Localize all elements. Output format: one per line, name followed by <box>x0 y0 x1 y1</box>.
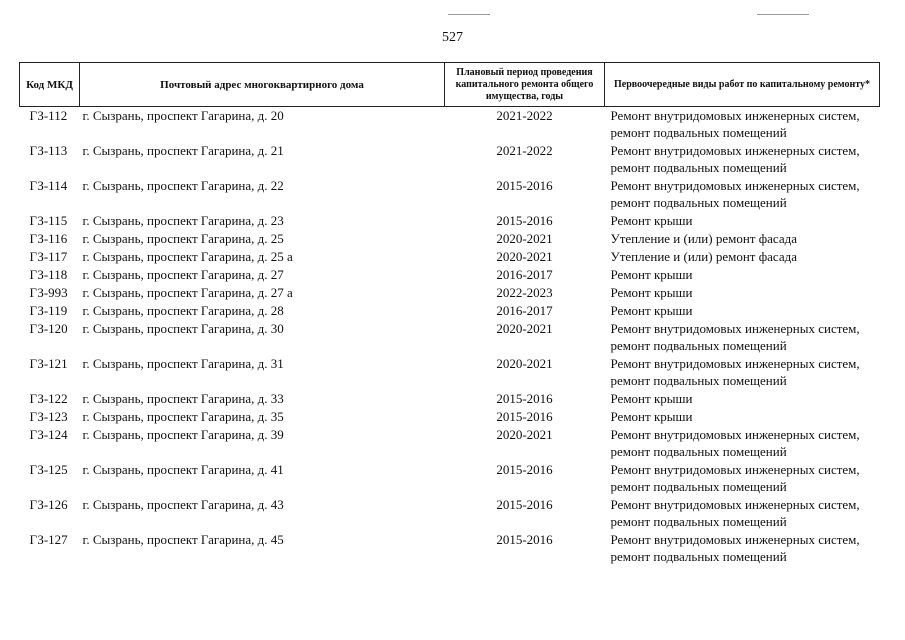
work-type-line: ремонт подвальных помещений <box>610 444 787 459</box>
mkd-code-cell: ГЗ-993 <box>29 285 68 300</box>
work-type-line: ремонт подвальных помещений <box>610 338 787 353</box>
header-code: Код МКД <box>20 63 80 107</box>
work-type-cell <box>605 142 880 177</box>
mkd-code-cell: ГЗ-121 <box>29 356 68 371</box>
table-row <box>20 426 880 461</box>
work-type-line: Утепление и (или) ремонт фасада <box>610 231 797 246</box>
work-type-line: ремонт подвальных помещений <box>610 373 787 388</box>
work-type-line: Ремонт крыши <box>610 409 693 424</box>
work-type-line: Ремонт внутридомовых инженерных систем, <box>610 427 860 442</box>
address-cell: г. Сызрань, проспект Гагарина, д. 20 <box>82 108 284 123</box>
work-type-cell <box>605 355 880 390</box>
table-row <box>20 177 880 212</box>
work-type-cell <box>605 248 880 266</box>
repair-schedule-table <box>19 62 880 566</box>
work-type-line: Ремонт внутридомовых инженерных систем, <box>610 462 860 477</box>
work-type-line: Ремонт внутридомовых инженерных систем, <box>610 356 860 371</box>
work-type-line: Ремонт крыши <box>610 391 693 406</box>
work-type-line: ремонт подвальных помещений <box>610 160 787 175</box>
work-type-line: ремонт подвальных помещений <box>610 549 787 564</box>
work-type-cell <box>605 107 880 143</box>
work-type-cell <box>605 496 880 531</box>
mkd-code-cell: ГЗ-118 <box>29 267 68 282</box>
work-type-line: ремонт подвальных помещений <box>610 479 787 494</box>
page-number: 527 <box>442 30 463 45</box>
work-type-cell <box>605 426 880 461</box>
mkd-code-cell: ГЗ-124 <box>29 427 68 442</box>
address-cell: г. Сызрань, проспект Гагарина, д. 21 <box>82 143 284 158</box>
work-type-line: Ремонт крыши <box>610 267 693 282</box>
period-cell: 2015-2016 <box>496 391 553 406</box>
work-type-line: Ремонт внутридомовых инженерных систем, <box>610 532 860 547</box>
table-body <box>20 107 880 567</box>
period-cell: 2016-2017 <box>496 267 553 282</box>
table-row <box>20 142 880 177</box>
table-row <box>20 302 880 320</box>
address-cell: г. Сызрань, проспект Гагарина, д. 31 <box>82 356 284 371</box>
work-type-line: Утепление и (или) ремонт фасада <box>610 249 797 264</box>
mkd-code-cell: ГЗ-122 <box>29 391 68 406</box>
work-type-line: Ремонт крыши <box>610 285 693 300</box>
mkd-code-cell: ГЗ-126 <box>29 497 68 512</box>
period-cell: 2015-2016 <box>496 497 553 512</box>
header-row <box>20 63 880 107</box>
period-cell: 2020-2021 <box>496 231 553 246</box>
address-cell: г. Сызрань, проспект Гагарина, д. 22 <box>82 178 284 193</box>
work-type-cell <box>605 230 880 248</box>
period-cell: 2020-2021 <box>496 356 553 371</box>
work-type-line: Ремонт внутридомовых инженерных систем, <box>610 178 860 193</box>
mkd-code-cell: ГЗ-116 <box>29 231 68 246</box>
period-cell: 2020-2021 <box>496 321 553 336</box>
work-type-cell <box>605 284 880 302</box>
work-type-line: Ремонт крыши <box>610 213 693 228</box>
mkd-code-cell: ГЗ-123 <box>29 409 68 424</box>
work-type-line: Ремонт внутридомовых инженерных систем, <box>610 497 860 512</box>
table-row <box>20 284 880 302</box>
table-row <box>20 248 880 266</box>
address-cell: г. Сызрань, проспект Гагарина, д. 30 <box>82 321 284 336</box>
address-cell: г. Сызрань, проспект Гагарина, д. 27 а <box>82 285 293 300</box>
table-row <box>20 390 880 408</box>
work-type-cell <box>605 266 880 284</box>
header-work: Первоочередные виды работ по капитальному ремонту* <box>605 63 880 107</box>
work-type-line: ремонт подвальных помещений <box>610 195 787 210</box>
mkd-code-cell: ГЗ-120 <box>29 321 68 336</box>
mkd-code-cell: ГЗ-115 <box>29 213 68 228</box>
period-cell: 2016-2017 <box>496 303 553 318</box>
scan-mark-right <box>757 14 809 15</box>
mkd-code-cell: ГЗ-127 <box>29 532 68 547</box>
table-header <box>20 63 880 107</box>
repair-schedule-table-container <box>19 62 879 566</box>
work-type-cell <box>605 461 880 496</box>
work-type-line: Ремонт внутридомовых инженерных систем, <box>610 108 860 123</box>
work-type-cell <box>605 302 880 320</box>
table-row <box>20 355 880 390</box>
header-address: Почтовый адрес многоквартирного дома <box>80 63 445 107</box>
work-type-cell <box>605 320 880 355</box>
work-type-line: Ремонт крыши <box>610 303 693 318</box>
scan-mark-left <box>448 14 490 15</box>
work-type-cell <box>605 177 880 212</box>
period-cell: 2015-2016 <box>496 462 553 477</box>
work-type-line: Ремонт внутридомовых инженерных систем, <box>610 321 860 336</box>
mkd-code-cell: ГЗ-114 <box>29 178 68 193</box>
period-cell: 2015-2016 <box>496 213 553 228</box>
table-row <box>20 266 880 284</box>
address-cell: г. Сызрань, проспект Гагарина, д. 25 а <box>82 249 293 264</box>
work-type-cell <box>605 531 880 566</box>
work-type-line: ремонт подвальных помещений <box>610 514 787 529</box>
table-row <box>20 408 880 426</box>
table-row <box>20 320 880 355</box>
table-row <box>20 230 880 248</box>
period-cell: 2021-2022 <box>496 143 553 158</box>
period-cell: 2021-2022 <box>496 108 553 123</box>
table-row <box>20 107 880 143</box>
period-cell: 2022-2023 <box>496 285 553 300</box>
work-type-cell <box>605 408 880 426</box>
work-type-line: Ремонт внутридомовых инженерных систем, <box>610 143 860 158</box>
address-cell: г. Сызрань, проспект Гагарина, д. 33 <box>82 391 284 406</box>
table-row <box>20 496 880 531</box>
period-cell: 2020-2021 <box>496 249 553 264</box>
address-cell: г. Сызрань, проспект Гагарина, д. 41 <box>82 462 284 477</box>
period-cell: 2020-2021 <box>496 427 553 442</box>
address-cell: г. Сызрань, проспект Гагарина, д. 25 <box>82 231 284 246</box>
address-cell: г. Сызрань, проспект Гагарина, д. 28 <box>82 303 284 318</box>
address-cell: г. Сызрань, проспект Гагарина, д. 45 <box>82 532 284 547</box>
mkd-code-cell: ГЗ-125 <box>29 462 68 477</box>
mkd-code-cell: ГЗ-117 <box>29 249 68 264</box>
table-row <box>20 212 880 230</box>
work-type-line: ремонт подвальных помещений <box>610 125 787 140</box>
table-row <box>20 461 880 496</box>
mkd-code-cell: ГЗ-113 <box>29 143 68 158</box>
work-type-cell <box>605 212 880 230</box>
address-cell: г. Сызрань, проспект Гагарина, д. 27 <box>82 267 284 282</box>
period-cell: 2015-2016 <box>496 532 553 547</box>
header-period: Плановый период проведения капитального ремонта общего имущества, годы <box>445 63 605 107</box>
address-cell: г. Сызрань, проспект Гагарина, д. 43 <box>82 497 284 512</box>
address-cell: г. Сызрань, проспект Гагарина, д. 35 <box>82 409 284 424</box>
mkd-code-cell: ГЗ-112 <box>29 108 68 123</box>
work-type-cell <box>605 390 880 408</box>
period-cell: 2015-2016 <box>496 409 553 424</box>
period-cell: 2015-2016 <box>496 178 553 193</box>
table-row <box>20 531 880 566</box>
mkd-code-cell: ГЗ-119 <box>29 303 68 318</box>
address-cell: г. Сызрань, проспект Гагарина, д. 39 <box>82 427 284 442</box>
address-cell: г. Сызрань, проспект Гагарина, д. 23 <box>82 213 284 228</box>
